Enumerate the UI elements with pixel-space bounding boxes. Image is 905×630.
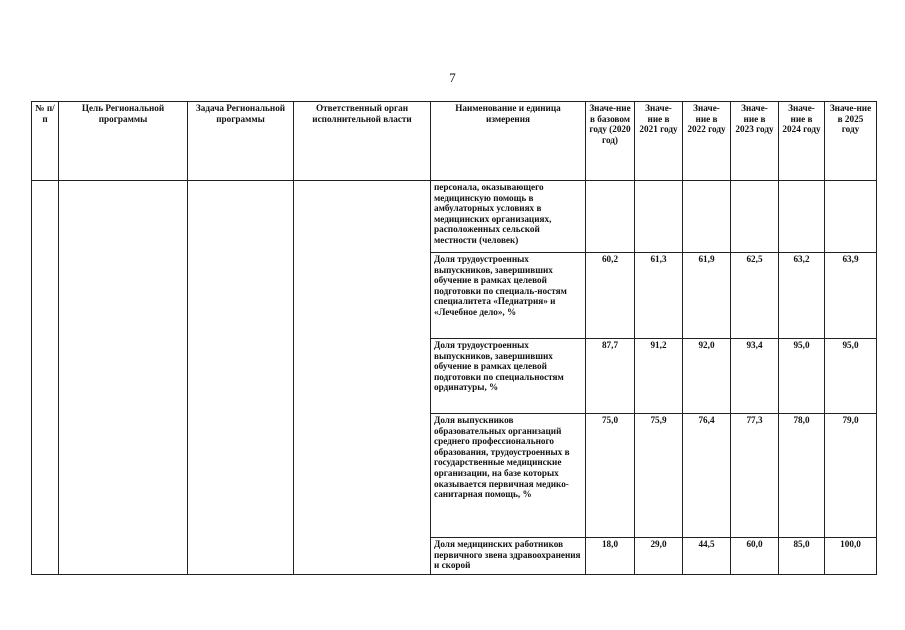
table-header-row — [32, 102, 877, 181]
cell-base-value — [586, 181, 635, 253]
cell-2022-value — [683, 181, 731, 253]
cell-2022-value: 61,9 — [683, 253, 731, 339]
cell-indicator-name: Доля выпускников образовательных организаций среднего профессионального образования, трудоустроенных в государственные медицинские организации, на базе которых оказывается первичная медико-санитарная помощь, % — [431, 414, 586, 538]
cell-indicator-name: Доля медицинских работников первичного звена здравоохранения и скорой — [431, 538, 586, 575]
cell-2024-value — [779, 181, 825, 253]
cell-2023-value: 60,0 — [731, 538, 779, 575]
cell-2023-value: 77,3 — [731, 414, 779, 538]
header-indicator: Наименование и единица измерения — [431, 102, 586, 181]
indicators-table — [31, 101, 877, 575]
cell-2025-value: 79,0 — [825, 414, 877, 538]
cell-base-value: 60,2 — [586, 253, 635, 339]
cell-2024-value: 95,0 — [779, 339, 825, 414]
cell-2022-value: 44,5 — [683, 538, 731, 575]
header-num: № п/п — [32, 102, 59, 181]
cell-2021-value: 91,2 — [635, 339, 683, 414]
cell-2022-value: 76,4 — [683, 414, 731, 538]
cell-2021-value: 61,3 — [635, 253, 683, 339]
cell-indicator-name: Доля трудоустроенных выпускников, завершивших обучение в рамках целевой подготовки по специальностям ординатуры, % — [431, 339, 586, 414]
cell-2023-value: 62,5 — [731, 253, 779, 339]
header-base-year: Значе-ние в базовом году (2020 год) — [586, 102, 635, 181]
cell-2025-value — [825, 181, 877, 253]
cell-base-value: 87,7 — [586, 339, 635, 414]
header-2021: Значе-ние в 2021 году — [635, 102, 683, 181]
cell-2024-value: 85,0 — [779, 538, 825, 575]
cell-task — [188, 181, 294, 575]
cell-2023-value: 93,4 — [731, 339, 779, 414]
cell-indicator-name: Доля трудоустроенных выпускников, завершивших обучение в рамках целевой подготовки по специаль-ностям специалитета «Педиатрия» и «Лечебное дело», % — [431, 253, 586, 339]
header-task: Задача Региональной программы — [188, 102, 294, 181]
cell-responsible-body — [294, 181, 431, 575]
header-2022: Значе-ние в 2022 году — [683, 102, 731, 181]
cell-2023-value — [731, 181, 779, 253]
page-number: 7 — [449, 70, 456, 85]
header-2024: Значе-ние в 2024 году — [779, 102, 825, 181]
header-responsible-body: Ответственный орган исполнительной власти — [294, 102, 431, 181]
cell-base-value: 18,0 — [586, 538, 635, 575]
header-2023: Значе-ние в 2023 году — [731, 102, 779, 181]
cell-2025-value: 63,9 — [825, 253, 877, 339]
cell-2024-value: 78,0 — [779, 414, 825, 538]
cell-2021-value — [635, 181, 683, 253]
cell-goal — [59, 181, 188, 575]
cell-2022-value: 92,0 — [683, 339, 731, 414]
header-2025: Значе-ние в 2025 году — [825, 102, 877, 181]
cell-2021-value: 75,9 — [635, 414, 683, 538]
cell-num — [32, 181, 59, 575]
cell-2025-value: 100,0 — [825, 538, 877, 575]
cell-indicator-name: персонала, оказывающего медицинскую помощь в амбулаторных условиях в медицинских организациях, расположенных сельской местности (человек) — [431, 181, 586, 253]
cell-2021-value: 29,0 — [635, 538, 683, 575]
cell-2024-value: 63,2 — [779, 253, 825, 339]
table-row — [32, 181, 877, 253]
cell-base-value: 75,0 — [586, 414, 635, 538]
cell-2025-value: 95,0 — [825, 339, 877, 414]
header-goal: Цель Региональной программы — [59, 102, 188, 181]
